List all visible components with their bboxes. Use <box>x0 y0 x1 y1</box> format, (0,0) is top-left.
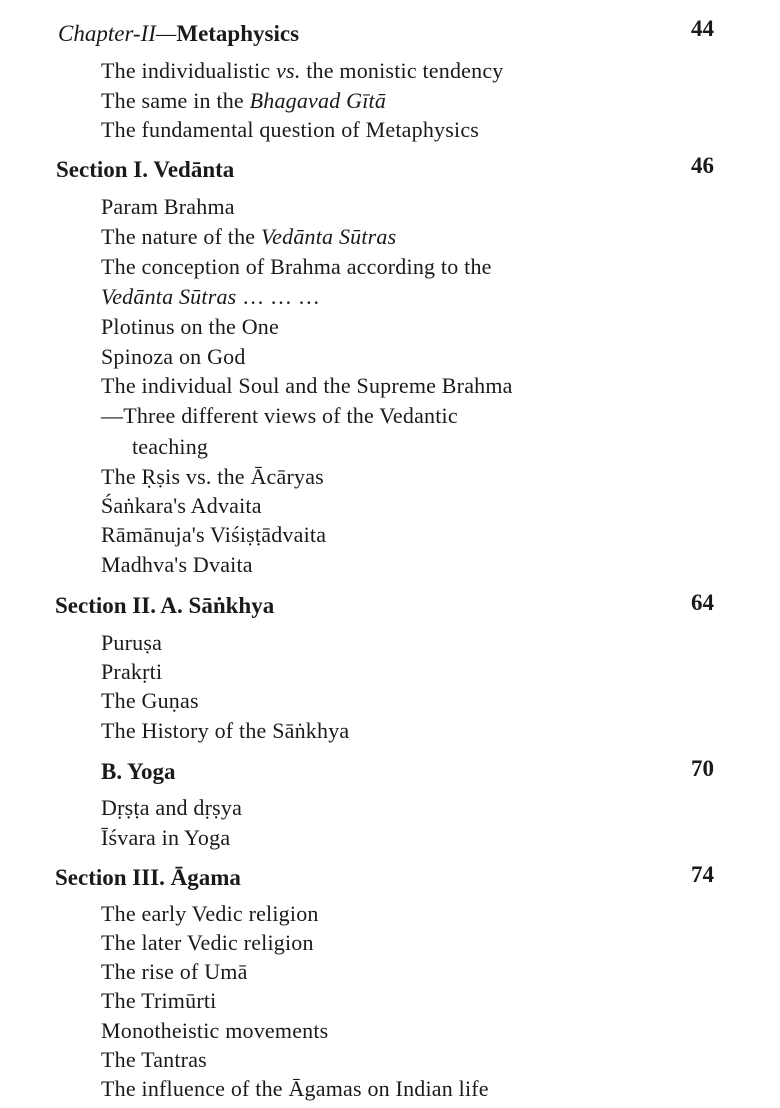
toc-entry: The conception of Brahma according to the <box>101 254 492 279</box>
toc-entry: Vedānta Sūtras … … … <box>101 284 321 309</box>
toc-entry: Spinoza on God <box>101 344 246 369</box>
section-heading: B. Yoga <box>101 759 176 784</box>
toc-entry: The rise of Umā <box>101 959 248 984</box>
section-heading: Section III. Āgama <box>55 865 241 890</box>
toc-entry: The Tantras <box>101 1047 207 1072</box>
section-page-number: 64 <box>691 590 714 615</box>
chapter-title: Metaphysics <box>176 21 300 46</box>
toc-entry: —Three different views of the Vedantic <box>101 403 458 428</box>
toc-entry: Dṛṣṭa and dṛṣya <box>101 795 243 820</box>
section-page-number: 70 <box>691 756 714 781</box>
toc-entry: Rāmānuja's Viśiṣṭādvaita <box>101 522 327 547</box>
toc-entry: Madhva's Dvaita <box>101 552 253 577</box>
toc-entry: Śaṅkara's Advaita <box>101 493 262 518</box>
toc-entry: The Guṇas <box>101 688 199 713</box>
section-page-number: 46 <box>691 153 714 178</box>
chapter-prefix: Chapter-II— <box>58 21 177 46</box>
section-heading: Section II. A. Sāṅkhya <box>55 593 275 618</box>
toc-entry: Plotinus on the One <box>101 314 279 339</box>
toc-entry-continuation: teaching <box>132 434 209 459</box>
toc-entry: The individualistic vs. the monistic tendency <box>101 58 504 83</box>
chapter-heading <box>58 22 299 45</box>
toc-entry: The Trimūrti <box>101 988 217 1013</box>
toc-entry: The fundamental question of Metaphysics <box>101 117 480 142</box>
toc-entry: Param Brahma <box>101 194 235 219</box>
toc-entry: Puruṣa <box>101 630 163 655</box>
toc-entry: The same in the Bhagavad Gītā <box>101 88 387 113</box>
section-heading: Section I. Vedānta <box>56 157 235 182</box>
toc-entry: The early Vedic religion <box>101 901 319 926</box>
toc-entry: The influence of the Āgamas on Indian life <box>101 1076 489 1101</box>
chapter-page-number: 44 <box>691 16 714 41</box>
section-page-number: 74 <box>691 862 714 887</box>
toc-entry: The Ṛṣis vs. the Ācāryas <box>101 464 324 489</box>
toc-entry: Prakṛti <box>101 659 163 684</box>
toc-entry: The individual Soul and the Supreme Brahma <box>101 373 513 398</box>
toc-entry: The nature of the Vedānta Sūtras <box>101 224 397 249</box>
toc-entry: The later Vedic religion <box>101 930 314 955</box>
toc-entry: Monotheistic movements <box>101 1018 329 1043</box>
toc-entry: Īśvara in Yoga <box>101 825 231 850</box>
toc-entry: The History of the Sāṅkhya <box>101 718 350 743</box>
